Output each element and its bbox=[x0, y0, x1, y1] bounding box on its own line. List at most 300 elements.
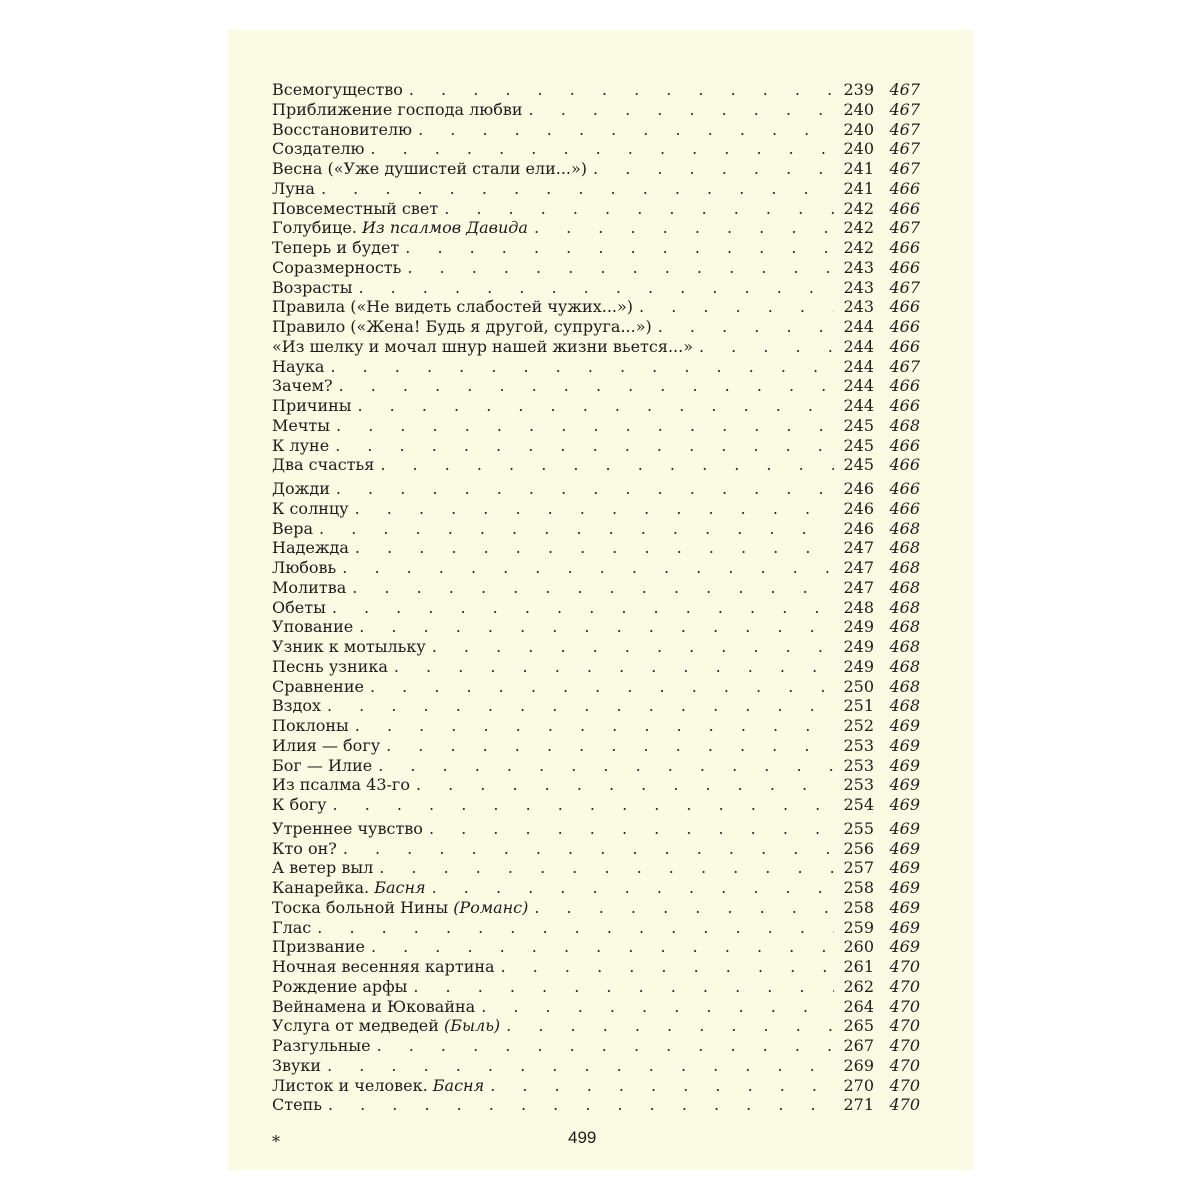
toc-entry-page: 251 bbox=[843, 696, 874, 716]
toc-entry bbox=[272, 898, 920, 918]
toc-entry-page: 259 bbox=[843, 917, 874, 937]
dot-leader bbox=[373, 858, 834, 878]
toc-entry-title-text: Весна («Уже душистей стали ели...») bbox=[272, 159, 588, 178]
toc-entry-page: 243 bbox=[843, 257, 874, 277]
toc-entry-comment-page: 470 bbox=[889, 1016, 920, 1036]
toc-entry bbox=[272, 238, 920, 258]
toc-entry bbox=[272, 716, 920, 736]
toc-entry-title-text: Глас bbox=[272, 917, 312, 937]
dot-leader bbox=[500, 1016, 834, 1036]
toc-entry-title-text: Надежда bbox=[272, 538, 349, 558]
toc-entry-title bbox=[272, 756, 372, 776]
toc-entry bbox=[272, 100, 920, 120]
toc-entry bbox=[272, 416, 920, 436]
toc-entry-comment-page: 468 bbox=[889, 577, 920, 597]
dot-leader bbox=[315, 179, 834, 199]
toc-entry-title bbox=[272, 1095, 322, 1115]
toc-entry-title bbox=[272, 416, 330, 436]
dot-leader bbox=[403, 80, 834, 100]
toc-entry-comment-page: 469 bbox=[889, 917, 920, 937]
toc-entry bbox=[272, 278, 920, 298]
toc-entry-title bbox=[272, 436, 329, 456]
toc-entry bbox=[272, 977, 920, 997]
toc-entry-title-text: Из псалма 43-го bbox=[272, 775, 410, 795]
toc-entry-comment-page: 466 bbox=[889, 238, 920, 257]
toc-entry-page: 258 bbox=[843, 878, 874, 897]
toc-entry-comment-page: 466 bbox=[889, 435, 920, 455]
toc-entry-page: 246 bbox=[843, 479, 874, 498]
toc-entry-page: 243 bbox=[843, 277, 874, 297]
toc-entry bbox=[272, 1016, 920, 1036]
dot-leader bbox=[330, 479, 834, 499]
toc-entry-comment-page: 466 bbox=[889, 376, 920, 396]
toc-entry-title-text: Зачем? bbox=[272, 376, 333, 396]
toc-entry-title-text: Рождение арфы bbox=[272, 976, 408, 996]
toc-entry-title bbox=[272, 238, 399, 258]
toc-entry-comment-page: 469 bbox=[889, 858, 920, 878]
toc-entry-title bbox=[272, 199, 438, 219]
toc-entry-page: 244 bbox=[843, 356, 874, 376]
toc-entry bbox=[272, 1095, 920, 1115]
toc-entry-page: 248 bbox=[843, 597, 874, 617]
toc-entry-page: 261 bbox=[843, 957, 874, 976]
toc-entry-title bbox=[272, 957, 495, 977]
toc-entry-title bbox=[272, 819, 423, 839]
dot-leader bbox=[324, 357, 834, 377]
toc-entry-page: 247 bbox=[843, 558, 874, 577]
toc-entry-title bbox=[272, 997, 475, 1017]
toc-entry-title-text: Мечты bbox=[272, 415, 331, 435]
toc-entry-title-text: Песнь узника bbox=[272, 656, 388, 676]
toc-entry-comment-page: 467 bbox=[889, 139, 920, 159]
toc-entry-title bbox=[272, 716, 349, 736]
toc-entry-comment-page: 469 bbox=[889, 716, 920, 735]
toc-entry bbox=[272, 918, 920, 938]
dot-leader bbox=[652, 317, 834, 337]
toc-entry bbox=[272, 199, 920, 219]
toc-entry-page: 245 bbox=[843, 455, 874, 475]
dot-leader bbox=[365, 937, 834, 957]
toc-entry-subtitle: Басня bbox=[432, 1075, 485, 1095]
toc-entry bbox=[272, 775, 920, 795]
toc-entry bbox=[272, 80, 920, 100]
toc-entry-title-text: Дожди bbox=[272, 479, 330, 498]
dot-leader bbox=[327, 795, 834, 815]
toc-entry-comment-page: 467 bbox=[889, 159, 920, 178]
toc-entry bbox=[272, 357, 920, 377]
toc-entry-page: 242 bbox=[843, 238, 874, 257]
toc-entry-comment-page: 470 bbox=[889, 1036, 920, 1055]
toc-entry bbox=[272, 957, 920, 977]
toc-entry-page: 256 bbox=[843, 838, 874, 858]
toc-entry-title bbox=[272, 337, 693, 357]
toc-entry-title-text: Вздох bbox=[272, 696, 321, 716]
toc-entry-page: 258 bbox=[843, 897, 874, 917]
toc-entry bbox=[272, 858, 920, 878]
toc-entry bbox=[272, 218, 920, 238]
dot-leader bbox=[401, 258, 834, 278]
dot-leader bbox=[423, 819, 834, 839]
dot-leader bbox=[333, 376, 834, 396]
toc-entry-title-text: К луне bbox=[272, 435, 330, 455]
toc-entry-comment-page: 467 bbox=[889, 356, 920, 376]
toc-entry bbox=[272, 736, 920, 756]
toc-entry-page: 241 bbox=[843, 159, 874, 178]
toc-entry-page: 244 bbox=[843, 376, 874, 396]
toc-entry-comment-page: 466 bbox=[889, 479, 920, 498]
toc-entry-comment-page: 468 bbox=[889, 676, 920, 696]
toc-entry-title-text: Кто он? bbox=[272, 838, 337, 858]
dot-leader bbox=[410, 775, 834, 795]
toc-entry-comment-page: 470 bbox=[889, 976, 920, 996]
toc-entry-title bbox=[272, 538, 349, 558]
toc-entry-title bbox=[272, 1076, 484, 1096]
toc-entry-title-text: Соразмерность bbox=[272, 257, 402, 277]
dot-leader bbox=[528, 218, 834, 238]
toc-entry-comment-page: 470 bbox=[889, 957, 920, 976]
toc-entry bbox=[272, 558, 920, 578]
toc-entry-comment-page: 467 bbox=[889, 99, 920, 119]
toc-entry bbox=[272, 578, 920, 598]
toc-entry-title bbox=[272, 376, 333, 396]
toc-entry-title bbox=[272, 218, 528, 238]
toc-entry-title bbox=[272, 499, 349, 519]
toc-entry-page: 242 bbox=[843, 218, 874, 238]
toc-entry-page: 250 bbox=[843, 676, 874, 696]
toc-entry-page: 252 bbox=[843, 716, 874, 735]
toc-entry-title-text: Разгульные bbox=[272, 1036, 371, 1055]
toc-entry-comment-page: 467 bbox=[889, 218, 920, 238]
toc-entry bbox=[272, 937, 920, 957]
dot-leader bbox=[495, 957, 834, 977]
toc-entry bbox=[272, 878, 920, 898]
dot-leader bbox=[412, 120, 834, 140]
toc-entry bbox=[272, 317, 920, 337]
toc-entry-title-text: Причины bbox=[272, 396, 352, 415]
toc-entry-title bbox=[272, 578, 346, 598]
toc-entry-title-text: Звуки bbox=[272, 1055, 322, 1075]
toc-entry-title-text: Наука bbox=[272, 356, 325, 376]
toc-entry-comment-page: 466 bbox=[889, 455, 920, 475]
toc-entry-comment-page: 470 bbox=[889, 1075, 920, 1095]
toc-entry-title-text: Создателю bbox=[272, 139, 365, 159]
toc-entry-title-text: Приближение господа любви bbox=[272, 99, 523, 119]
toc-entry bbox=[272, 617, 920, 637]
toc-entry-title-text: Голубице. bbox=[272, 218, 357, 238]
toc-entry-subtitle: Из псалмов Давида bbox=[362, 218, 528, 238]
toc-entry-page: 253 bbox=[843, 775, 874, 795]
toc-entry bbox=[272, 337, 920, 357]
toc-entry-comment-page: 469 bbox=[889, 795, 920, 814]
toc-entry bbox=[272, 657, 920, 677]
dot-leader bbox=[364, 677, 834, 697]
toc-entry-comment-page: 470 bbox=[889, 996, 920, 1016]
toc-entry bbox=[272, 1056, 920, 1076]
toc-entry bbox=[272, 637, 920, 657]
toc-entry-title-text: Утреннее чувство bbox=[272, 818, 423, 838]
toc-entry-title bbox=[272, 736, 380, 756]
toc-entry-comment-page: 467 bbox=[889, 277, 920, 297]
toc-entry-title-text: Степь bbox=[272, 1095, 322, 1115]
dot-leader bbox=[329, 436, 834, 456]
toc-entry-page: 247 bbox=[843, 577, 874, 597]
dot-leader bbox=[326, 598, 834, 618]
toc-entry-title bbox=[272, 839, 337, 859]
toc-entry-title bbox=[272, 937, 365, 957]
toc-entry-title bbox=[272, 795, 327, 815]
toc-entry-comment-page: 466 bbox=[889, 297, 920, 317]
toc-entry-title-text: Правила («Не видеть слабостей чужих...») bbox=[272, 297, 634, 317]
dot-leader bbox=[322, 1095, 834, 1115]
dot-leader bbox=[337, 839, 834, 859]
toc-entry-title bbox=[272, 677, 364, 697]
toc-entry bbox=[272, 598, 920, 618]
dot-leader bbox=[364, 139, 834, 159]
toc-entry-title bbox=[272, 657, 388, 677]
dot-leader bbox=[484, 1076, 834, 1096]
page-number: 499 bbox=[568, 1128, 597, 1147]
toc-entry-subtitle: (Романс) bbox=[453, 897, 529, 917]
toc-entry-page: 269 bbox=[843, 1055, 874, 1075]
toc-entry-title bbox=[272, 775, 410, 795]
toc-entry-page: 249 bbox=[843, 637, 874, 656]
dot-leader bbox=[352, 278, 834, 298]
toc-entry bbox=[272, 479, 920, 499]
toc-entry-title bbox=[272, 357, 324, 377]
dot-leader bbox=[321, 696, 834, 716]
dot-leader bbox=[311, 918, 834, 938]
toc-entry-title bbox=[272, 120, 412, 140]
toc-entry-page: 253 bbox=[843, 755, 874, 775]
toc-entry-title-text: Повсеместный свет bbox=[272, 198, 439, 218]
toc-entry-title-text: Бог — Илие bbox=[272, 755, 373, 775]
toc-entry-title-text: Луна bbox=[272, 178, 315, 198]
toc-entry bbox=[272, 258, 920, 278]
toc-entry-comment-page: 466 bbox=[889, 178, 920, 198]
toc-entry-page: 246 bbox=[843, 518, 874, 538]
toc-entry-title-text: Теперь и будет bbox=[272, 238, 400, 257]
toc-entry-title-text: Ночная весенняя картина bbox=[272, 957, 495, 976]
toc-entry bbox=[272, 696, 920, 716]
toc-entry-title-text: Канарейка. bbox=[272, 878, 370, 897]
toc-entry-page: 240 bbox=[843, 119, 874, 139]
toc-entry bbox=[272, 819, 920, 839]
toc-entry-title bbox=[272, 598, 326, 618]
toc-entry-title-text: Восстановителю bbox=[272, 119, 413, 139]
dot-leader bbox=[349, 716, 834, 736]
toc-entry-page: 249 bbox=[843, 617, 874, 637]
toc-entry-title bbox=[272, 479, 330, 499]
toc-entry-title-text: Тоска больной Нины bbox=[272, 897, 449, 917]
signature-mark: * bbox=[272, 1132, 280, 1151]
toc-entry-page: 241 bbox=[843, 178, 874, 198]
toc-entry-title bbox=[272, 396, 352, 416]
toc-entry-comment-page: 468 bbox=[889, 518, 920, 538]
toc-entry-title bbox=[272, 696, 321, 716]
toc-entry-title bbox=[272, 1016, 500, 1036]
toc-entry-title bbox=[272, 100, 523, 120]
toc-entry bbox=[272, 455, 920, 475]
toc-entry-title-text: Упование bbox=[272, 617, 354, 637]
toc-entry-comment-page: 469 bbox=[889, 775, 920, 795]
toc-entry-title-text: Обеты bbox=[272, 597, 326, 617]
dot-leader bbox=[475, 997, 834, 1017]
toc-entry-title bbox=[272, 159, 587, 179]
toc-entry-page: 243 bbox=[843, 297, 874, 317]
table-of-contents bbox=[272, 80, 920, 1115]
book-page bbox=[228, 30, 973, 1170]
toc-entry-comment-page: 468 bbox=[889, 637, 920, 656]
dot-leader bbox=[528, 898, 834, 918]
toc-entry bbox=[272, 1036, 920, 1056]
dot-leader bbox=[371, 1036, 834, 1056]
dot-leader bbox=[693, 337, 834, 357]
toc-entry-comment-page: 468 bbox=[889, 696, 920, 716]
toc-entry-title bbox=[272, 519, 313, 539]
toc-entry-page: 255 bbox=[843, 818, 874, 838]
toc-entry-page: 244 bbox=[843, 396, 874, 415]
toc-entry-title bbox=[272, 878, 426, 898]
toc-entry-title-text: Вейнамена и Юковайна bbox=[272, 996, 476, 1016]
toc-entry-comment-page: 468 bbox=[889, 656, 920, 676]
dot-leader bbox=[313, 519, 834, 539]
toc-entry-title-text: Узник к мотыльку bbox=[272, 637, 426, 656]
toc-entry-subtitle: (Быль) bbox=[444, 1016, 501, 1036]
toc-entry-comment-page: 468 bbox=[889, 558, 920, 577]
toc-entry-page: 254 bbox=[843, 795, 874, 814]
toc-entry-title bbox=[272, 80, 403, 100]
toc-entry-title bbox=[272, 455, 374, 475]
dot-leader bbox=[523, 100, 834, 120]
dot-leader bbox=[321, 1056, 834, 1076]
toc-entry-comment-page: 469 bbox=[889, 735, 920, 755]
toc-entry-title-text: К богу bbox=[272, 795, 327, 814]
toc-entry-comment-page: 468 bbox=[889, 415, 920, 435]
toc-entry bbox=[272, 839, 920, 859]
toc-entry-title bbox=[272, 1056, 321, 1076]
toc-entry-comment-page: 469 bbox=[889, 838, 920, 858]
toc-entry bbox=[272, 159, 920, 179]
toc-entry-comment-page: 466 bbox=[889, 317, 920, 336]
toc-entry-page: 249 bbox=[843, 656, 874, 676]
toc-entry-page: 260 bbox=[843, 937, 874, 957]
dot-leader bbox=[438, 199, 834, 219]
toc-entry-comment-page: 468 bbox=[889, 617, 920, 637]
toc-entry bbox=[272, 297, 920, 317]
dot-leader bbox=[633, 297, 834, 317]
toc-entry bbox=[272, 538, 920, 558]
toc-entry bbox=[272, 1076, 920, 1096]
toc-entry-comment-page: 469 bbox=[889, 897, 920, 917]
toc-entry bbox=[272, 519, 920, 539]
dot-leader bbox=[399, 238, 834, 258]
dot-leader bbox=[349, 538, 834, 558]
toc-entry-comment-page: 466 bbox=[889, 336, 920, 356]
toc-entry bbox=[272, 139, 920, 159]
toc-entry-page: 267 bbox=[843, 1036, 874, 1055]
toc-entry-title-text: Правило («Жена! Будь я другой, супруга...») bbox=[272, 317, 652, 336]
toc-entry-page: 239 bbox=[843, 80, 874, 99]
toc-entry-comment-page: 469 bbox=[889, 878, 920, 897]
toc-entry bbox=[272, 756, 920, 776]
toc-entry bbox=[272, 499, 920, 519]
dot-leader bbox=[372, 756, 834, 776]
toc-entry-title-text: Поклоны bbox=[272, 716, 349, 735]
toc-entry-page: 240 bbox=[843, 99, 874, 119]
toc-entry-title-text: Два счастья bbox=[272, 455, 375, 475]
dot-leader bbox=[426, 637, 834, 657]
toc-entry bbox=[272, 997, 920, 1017]
toc-entry-subtitle: Басня bbox=[374, 878, 426, 897]
toc-entry-title bbox=[272, 258, 401, 278]
toc-entry-comment-page: 469 bbox=[889, 818, 920, 838]
toc-entry-title-text: «Из шелку и мочал шнур нашей жизни вьется...» bbox=[272, 336, 693, 356]
toc-entry-comment-page: 469 bbox=[889, 755, 920, 775]
toc-entry-comment-page: 470 bbox=[889, 1055, 920, 1075]
dot-leader bbox=[407, 977, 834, 997]
toc-entry-page: 264 bbox=[843, 996, 874, 1016]
toc-entry-title bbox=[272, 858, 373, 878]
toc-entry-comment-page: 466 bbox=[889, 396, 920, 415]
toc-entry-title bbox=[272, 637, 426, 657]
toc-entry-title-text: Всемогущество bbox=[272, 80, 403, 99]
toc-entry-page: 242 bbox=[843, 198, 874, 218]
toc-entry bbox=[272, 795, 920, 815]
toc-entry-title-text: Любовь bbox=[272, 558, 337, 577]
toc-entry-title bbox=[272, 977, 407, 997]
toc-entry bbox=[272, 120, 920, 140]
toc-entry-comment-page: 466 bbox=[889, 198, 920, 218]
toc-entry bbox=[272, 179, 920, 199]
toc-entry-title bbox=[272, 1036, 371, 1056]
dot-leader bbox=[346, 578, 834, 598]
toc-entry-page: 245 bbox=[843, 435, 874, 455]
toc-entry-title bbox=[272, 278, 352, 298]
toc-entry-page: 265 bbox=[843, 1016, 874, 1036]
toc-entry-page: 271 bbox=[843, 1095, 874, 1115]
dot-leader bbox=[388, 657, 834, 677]
toc-entry-page: 244 bbox=[843, 317, 874, 336]
dot-leader bbox=[349, 499, 834, 519]
dot-leader bbox=[426, 878, 834, 898]
toc-entry-page: 270 bbox=[843, 1075, 874, 1095]
dot-leader bbox=[330, 416, 834, 436]
dot-leader bbox=[336, 558, 834, 578]
toc-entry bbox=[272, 677, 920, 697]
toc-entry bbox=[272, 376, 920, 396]
toc-entry-comment-page: 468 bbox=[889, 538, 920, 558]
toc-entry bbox=[272, 436, 920, 456]
toc-entry-title-text: Листок и человек. bbox=[272, 1075, 428, 1095]
toc-entry-comment-page: 468 bbox=[889, 597, 920, 617]
toc-entry-page: 245 bbox=[843, 415, 874, 435]
toc-entry-page: 253 bbox=[843, 735, 874, 755]
toc-entry-title-text: Возрасты bbox=[272, 277, 353, 297]
toc-entry-page: 240 bbox=[843, 139, 874, 159]
toc-entry-title-text: Призвание bbox=[272, 937, 365, 957]
toc-entry-title bbox=[272, 617, 353, 637]
toc-entry-title bbox=[272, 898, 528, 918]
toc-entry-page: 244 bbox=[843, 336, 874, 356]
toc-entry-title bbox=[272, 139, 364, 159]
toc-entry-page: 247 bbox=[843, 538, 874, 558]
toc-entry-comment-page: 467 bbox=[889, 80, 920, 99]
toc-entry-title bbox=[272, 558, 336, 578]
toc-entry-comment-page: 470 bbox=[889, 1095, 920, 1115]
toc-entry-title-text: Сравнение bbox=[272, 676, 364, 696]
toc-entry-title-text: К солнцу bbox=[272, 498, 349, 518]
dot-leader bbox=[352, 396, 835, 416]
